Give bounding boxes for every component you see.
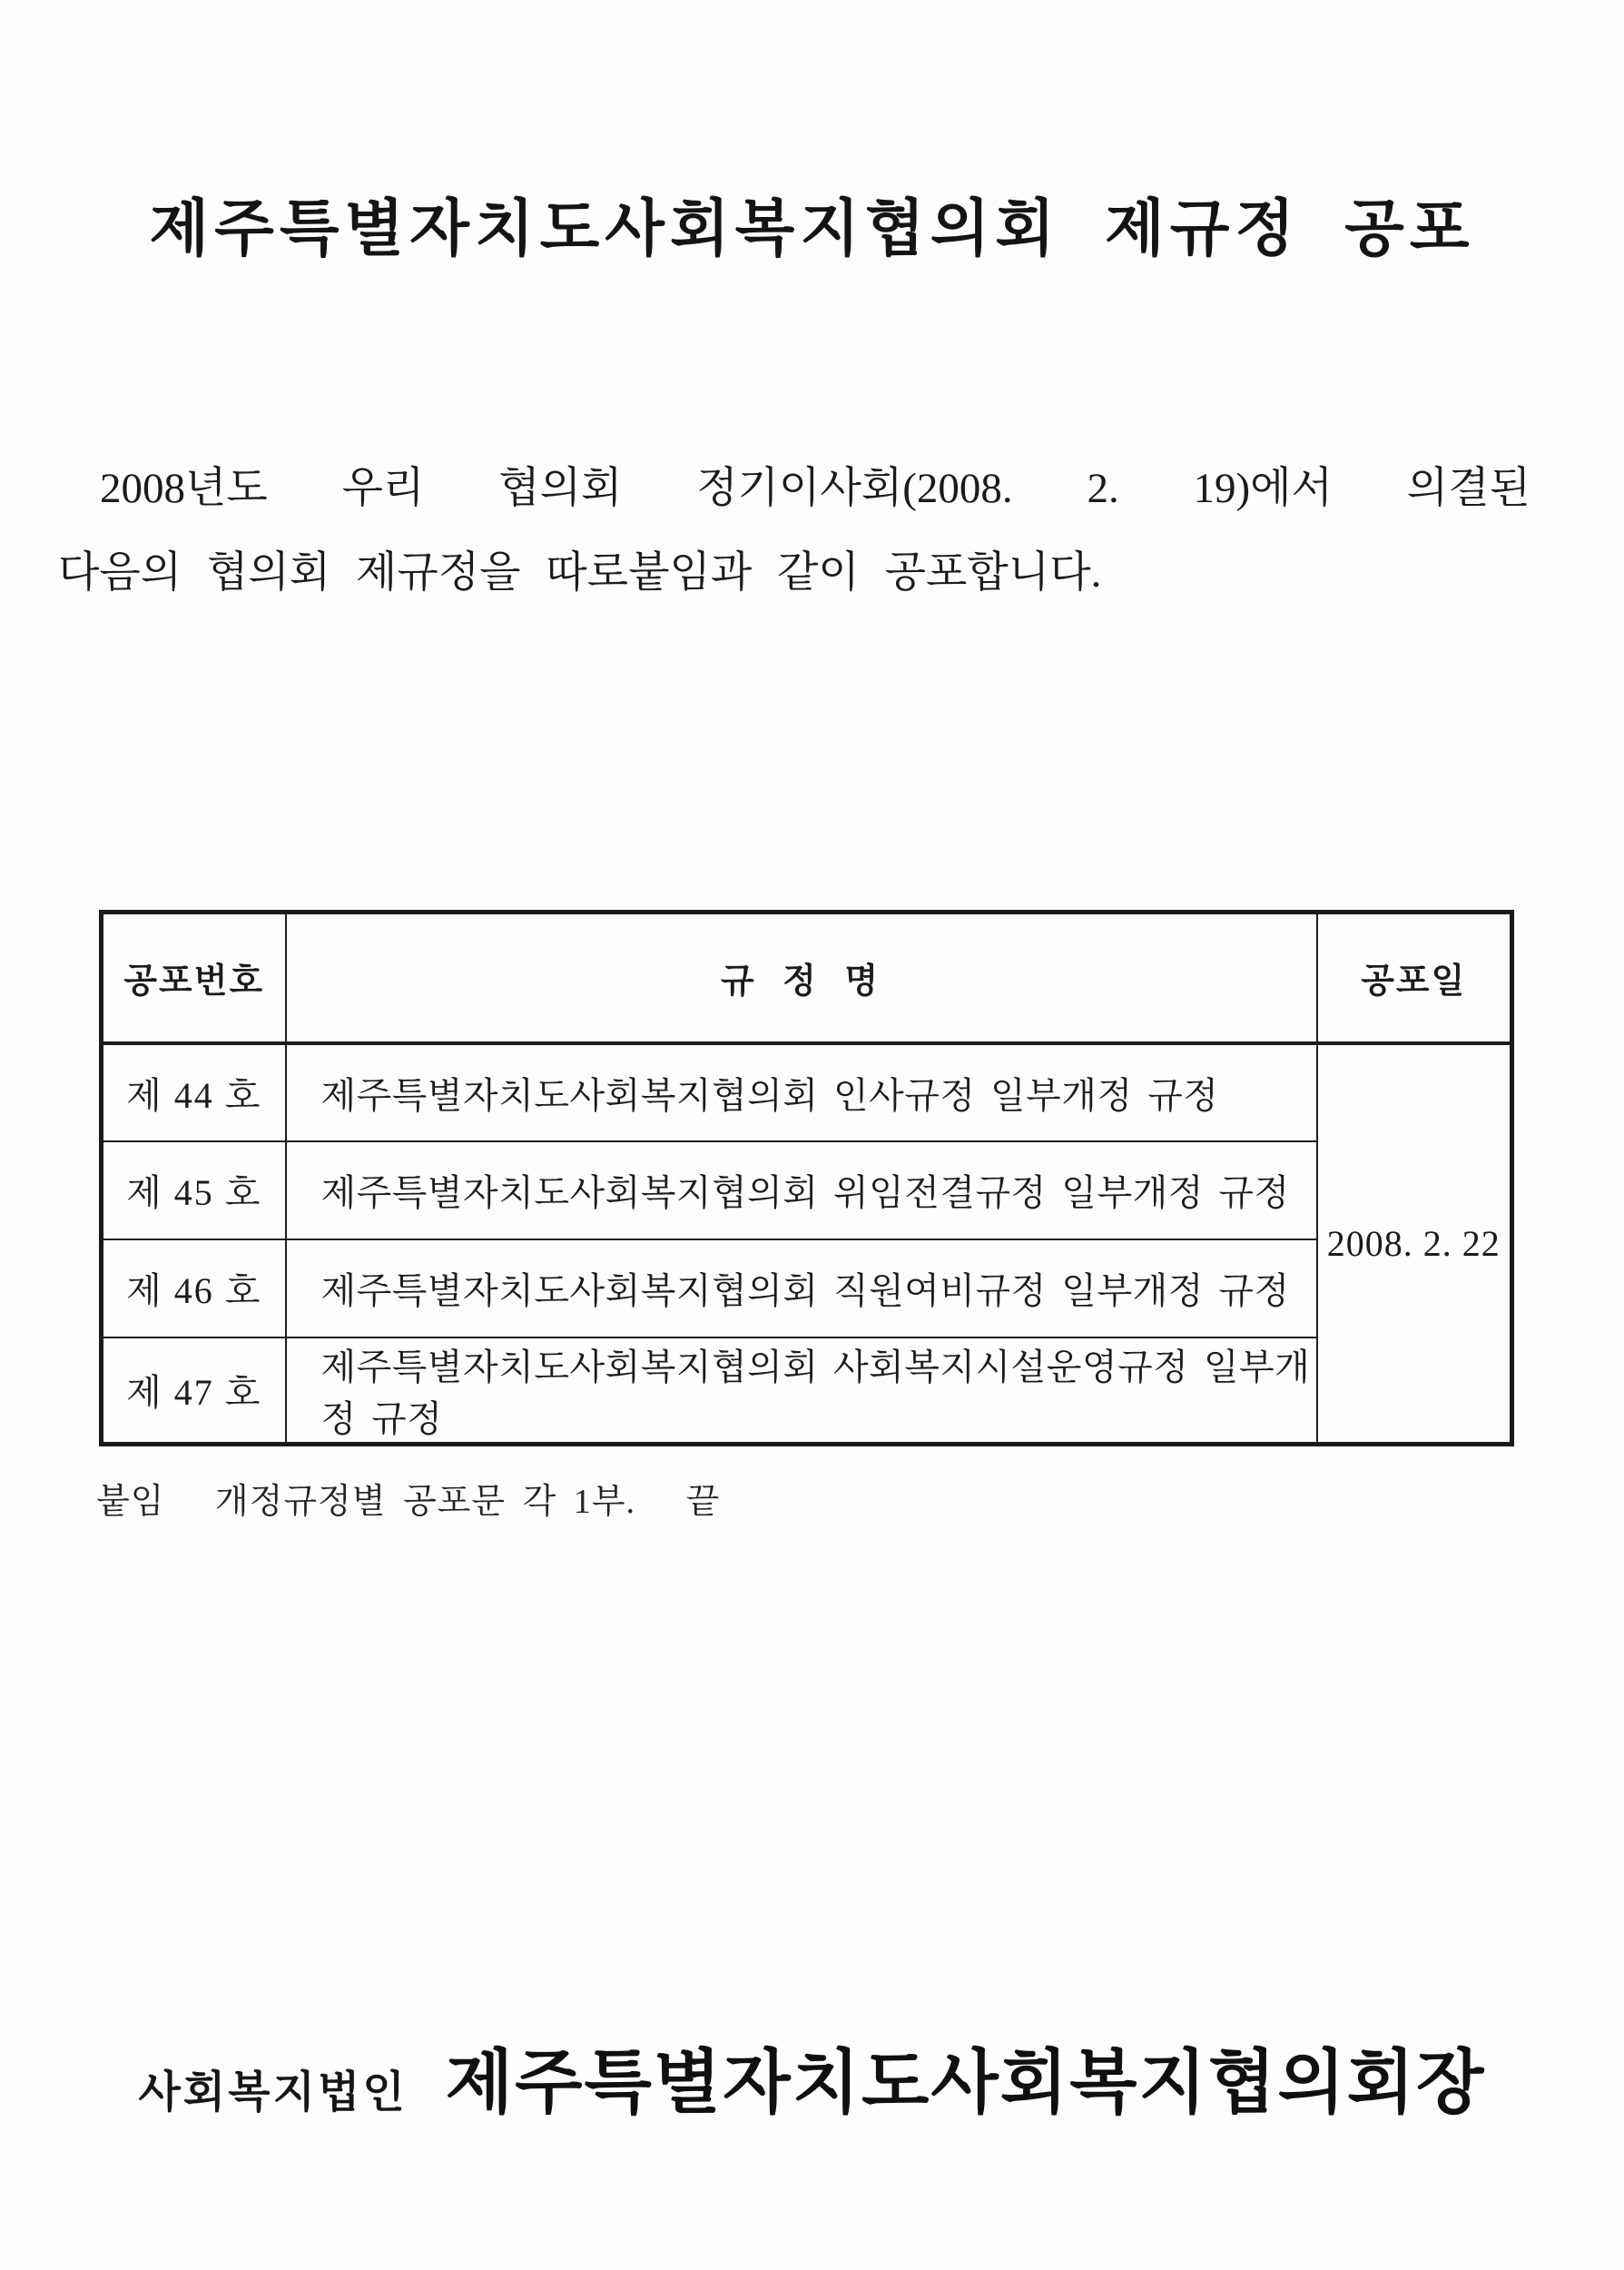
document-title: 제주특별자치도사회복지협의회 제규정 공포 (149, 194, 1475, 263)
promulgation-date-cell: 2008. 2. 22 (1317, 1043, 1512, 1445)
table-row (102, 1337, 1512, 1445)
table-row (102, 1043, 1512, 1141)
regulation-name-cell: 제주특별자치도사회복지협의회 직원여비규정 일부개정 규정 (286, 1239, 1317, 1337)
signature-name: 제주특별자치도사회복지협의회장 (445, 2044, 1486, 2122)
promulgation-number-cell: 제 47 호 (102, 1337, 286, 1445)
header-regulation-name: 규 정 명 (286, 913, 1317, 1043)
promulgation-number-cell: 제 44 호 (102, 1043, 286, 1141)
regulation-name-cell: 제주특별자치도사회복지협의회 사회복지시설운영규정 일부개정 규정 (286, 1337, 1317, 1445)
table-header-row (102, 913, 1512, 1043)
regulation-name-cell: 제주특별자치도사회복지협의회 인사규정 일부개정 규정 (286, 1043, 1317, 1141)
body-paragraph (58, 447, 1530, 616)
attachment-note: 붙임 개정규정별 공포문 각 1부. 끝 (96, 1483, 721, 1521)
promulgation-number-cell: 제 45 호 (102, 1141, 286, 1239)
body-line-1: 2008년도 우리 협의회 정기이사회(2008. 2. 19)에서 의결된 (100, 465, 1530, 512)
promulgation-table (99, 910, 1514, 1446)
regulation-name-cell: 제주특별자치도사회복지협의회 위임전결규정 일부개정 규정 (286, 1141, 1317, 1239)
signature-line (0, 2027, 1624, 2127)
signature-prefix: 사회복지법인 (138, 2068, 408, 2117)
header-promulgation-date: 공포일 (1317, 913, 1512, 1043)
header-promulgation-number: 공포번호 (102, 913, 286, 1043)
table-row (102, 1141, 1512, 1239)
table-row (102, 1239, 1512, 1337)
body-line-2: 다음의 협의회 제규정을 따로붙임과 같이 공포합니다. (58, 549, 1102, 597)
promulgation-number-cell: 제 46 호 (102, 1239, 286, 1337)
